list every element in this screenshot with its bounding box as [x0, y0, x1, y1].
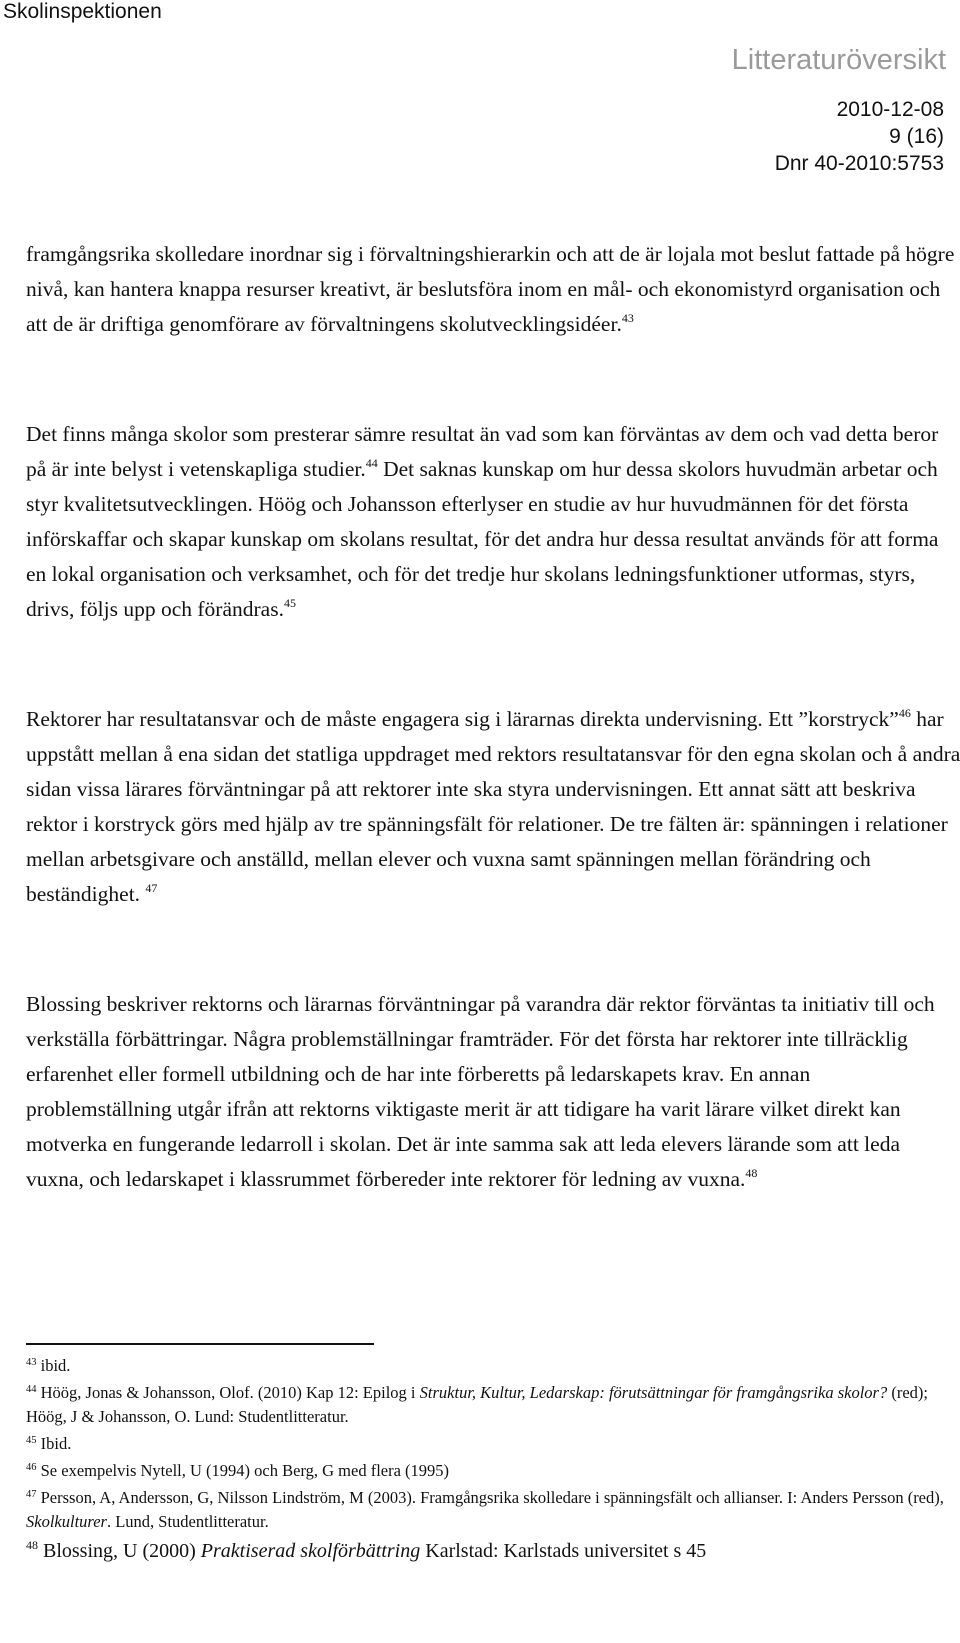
footnote-separator	[26, 1343, 374, 1345]
footnote-number: 45	[26, 1435, 37, 1446]
footnotes	[26, 1354, 960, 1568]
footnote-number: 46	[26, 1462, 37, 1473]
registration-number: Dnr 40-2010:5753	[774, 152, 944, 175]
footnote-ref: 43	[621, 311, 634, 325]
footnote-ref: 46	[898, 706, 911, 720]
footnote	[26, 1459, 960, 1483]
body-paragraph	[26, 702, 960, 912]
footnote	[26, 1432, 960, 1456]
body-paragraph	[26, 417, 960, 627]
footnote-ref: 47	[145, 881, 158, 895]
footnote-number: 44	[26, 1384, 37, 1395]
footnote-number: 43	[26, 1357, 37, 1368]
footnote-text: (red); Höög, J & Johansson, O. Lund: Studentlitteratur.	[26, 1383, 928, 1426]
footnote	[26, 1381, 960, 1429]
footnote	[26, 1486, 960, 1534]
footnote-text: . Lund, Studentlitteratur.	[106, 1512, 269, 1531]
footnote-ref: 44	[365, 456, 378, 470]
paragraph-text: framgångsrika skolledare inordnar sig i förvaltningshierarkin och att de är lojala mot beslut fattade på högre nivå, kan hantera knappa resurser kreativt, är beslutsföra inom en mål- och ekonomistyrd organisation och att de är driftiga genomförare av förvaltningens skolutvecklingsidéer.	[26, 242, 955, 336]
paragraph-text: Rektorer har resultatansvar och de måste engagera sig i lärarnas direkta undervisning. Ett ”korstryck”	[26, 707, 899, 731]
footnote-text: Se exempelvis Nytell, U (1994) och Berg, G med flera (1995)	[40, 1461, 450, 1480]
footnote-text: Ibid.	[40, 1434, 72, 1453]
footnote-text: Blossing, U (2000)	[43, 1540, 201, 1562]
footnote-number: 48	[26, 1538, 38, 1552]
footnote	[26, 1354, 960, 1378]
footnote-title: Struktur, Kultur, Ledarskap: förutsättningar för framgångsrika skolor?	[419, 1383, 888, 1402]
document-title: Litteraturöversikt	[731, 44, 946, 76]
body-paragraph	[26, 237, 960, 342]
paragraph-text: Blossing beskriver rektorns och lärarnas förväntningar på varandra där rektor förväntas ta initiativ till och verkställa förbättringar. Några problemställningar framträder. För det första har rektorer inte tillräcklig erfarenhet eller formell utbildning och de har inte förberetts på ledarskapets krav. En annan problemställning utgår ifrån att rektorns viktigaste merit är att tidigare ha varit lärare vilket direkt kan motverka en fungerande ledarroll i skolan. Det är inte samma sak att leda elevers lärande som att leda vuxna, och ledarskapet i klassrummet förbereder inte rektorer för ledning av vuxna.	[26, 992, 935, 1191]
footnote-text: Karlstad: Karlstads universitet s 45	[420, 1540, 707, 1562]
document-date: 2010-12-08	[836, 98, 944, 121]
footnote	[26, 1537, 960, 1565]
footnote-text: ibid.	[40, 1356, 71, 1375]
paragraph-text: Det finns många skolor som presterar sämre resultat än vad som kan förväntas av dem och vad detta beror på är inte belyst i vetenskapliga studier.	[26, 422, 939, 481]
paragraph-text: har uppstått mellan å ena sidan det statliga uppdraget med rektors resultatansvar för den egna skolan och å andra sidan vissa lärares förväntningar på att rektorer inte ska styra undervisningen. Ett annat sätt att beskriva rektor i korstryck görs med hjälp av tre spänningsfält för relationer. De tre fälten är: spänningen i relationer mellan arbetsgivare och anställd, mellan elever och vuxna samt spänningen mellan förändring och beständighet.	[26, 707, 960, 906]
organization-name: Skolinspektionen	[3, 0, 162, 23]
footnote-title: Praktiserad skolförbättring	[200, 1540, 421, 1562]
footnote-title: Skolkulturer	[26, 1512, 107, 1531]
footnote-number: 47	[26, 1489, 37, 1500]
paragraph-text: Det saknas kunskap om hur dessa skolors huvudmän arbetar och styr kvalitetsutvecklingen. Höög och Johansson efterlyser en studie av hur huvudmännen för det första införskaffar och skapar kunskap om skolans resultat, för det andra hur dessa resultat används för att forma en lokal organisation och verksamhet, och för det tredje hur skolans ledningsfunktioner utformas, styrs, drivs, följs upp och förändras.	[26, 457, 939, 621]
footnote-text: Höög, Jonas & Johansson, Olof. (2010) Kap 12: Epilog i	[40, 1383, 420, 1402]
page-number: 9 (16)	[889, 125, 944, 148]
footnote-ref: 48	[745, 1166, 758, 1180]
footnote-ref: 45	[283, 596, 296, 610]
footnote-text: Persson, A, Andersson, G, Nilsson Lindström, M (2003). Framgångsrika skolledare i spänningsfält och allianser. I: Anders Persson (red),	[40, 1488, 944, 1507]
body-paragraph	[26, 987, 960, 1197]
